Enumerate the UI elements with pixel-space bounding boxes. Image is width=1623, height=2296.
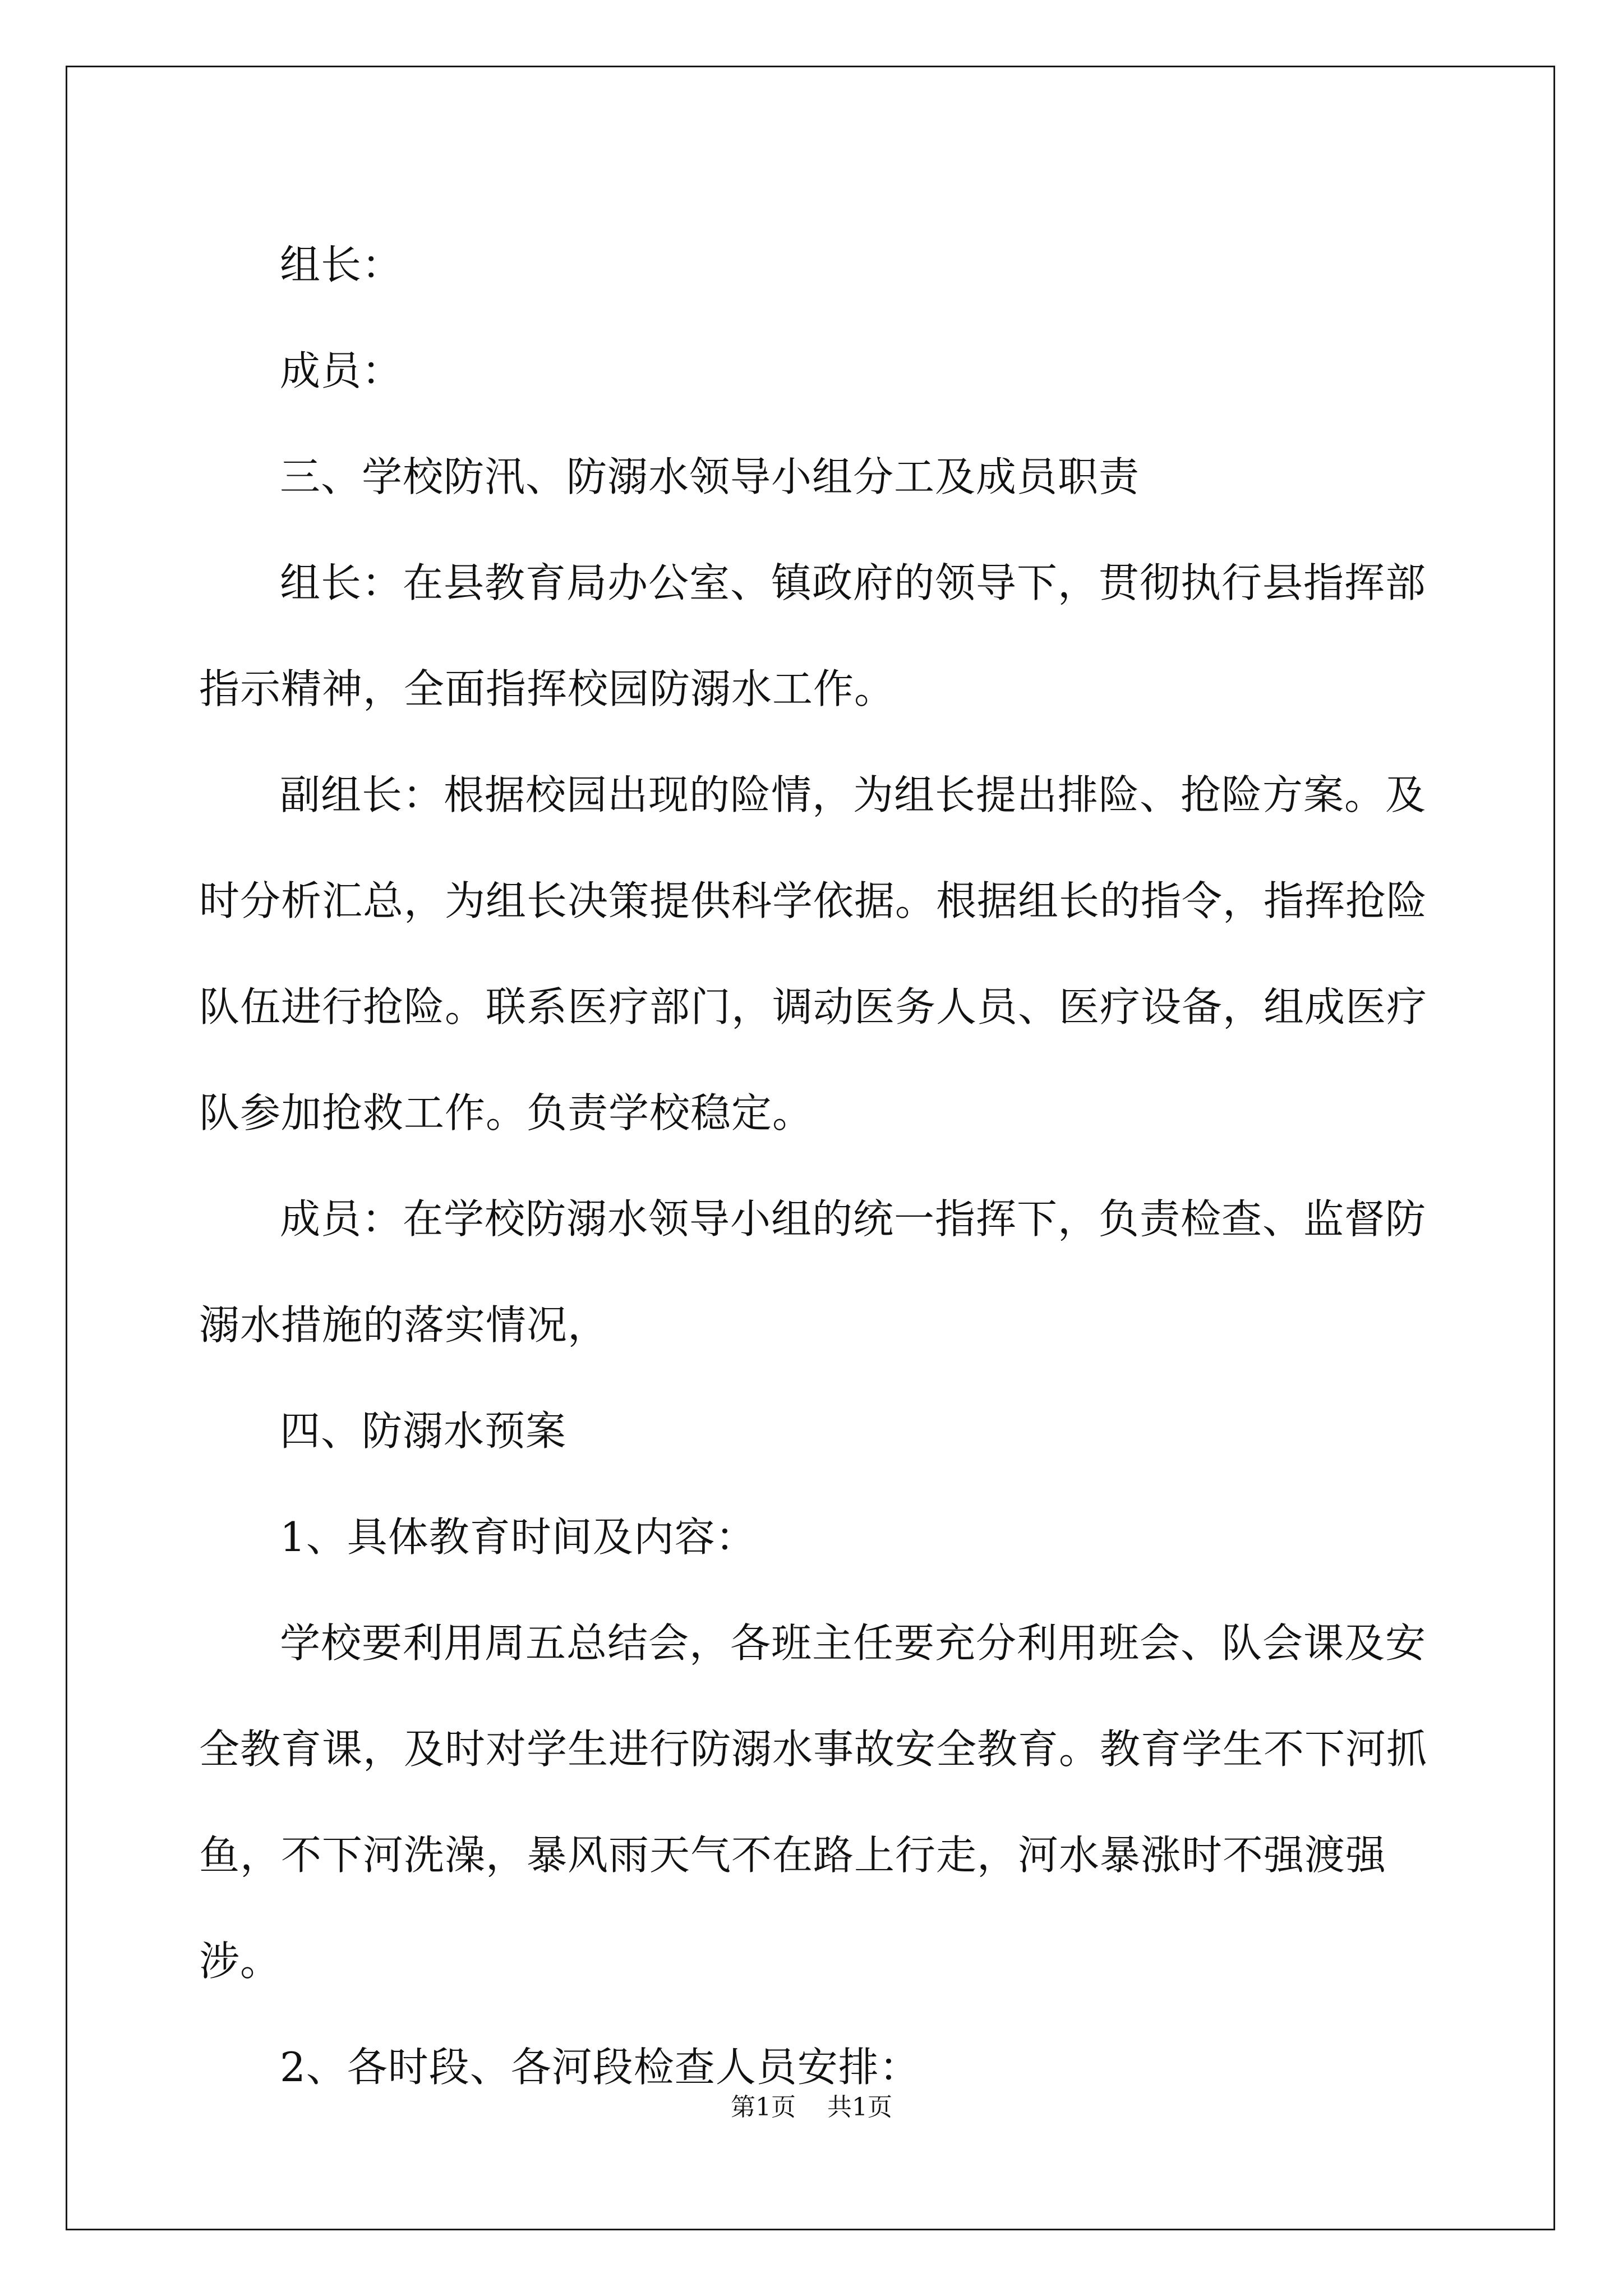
paragraph-education-content: 学校要利用周五总结会，各班主任要充分利用班会、队会课及安全教育课，及时对学生进行防溺水事故安全教育。教育学生不下河抓鱼，不下河洗澡，暴风雨天气不在路上行走，河水暴涨时不强渡强涉。 <box>199 1619 1428 1985</box>
page-total: 共1页 <box>827 2093 892 2122</box>
paragraph-members-duty: 成员：在学校防溺水领导小组的统一指挥下，负责检查、监督防溺水措施的落实情况， <box>199 1195 1427 1349</box>
page-footer <box>0 2087 1623 2123</box>
subsection-heading-2: 2、各时段、各河段检查人员安排： <box>280 2044 920 2091</box>
document-body <box>199 212 1427 2120</box>
section-heading-4: 四、防溺水预案 <box>280 1407 567 1455</box>
section-heading-3: 三、学校防汛、防溺水领导小组分工及成员职责 <box>280 453 1140 500</box>
paragraph-leader-duty: 组长：在县教育局办公室、镇政府的领导下，贯彻执行县指挥部指示精神，全面指挥校园防溺水工作。 <box>199 559 1427 712</box>
subsection-heading-1: 1、具体教育时间及内容： <box>280 1513 757 1561</box>
page-number: 第1页 <box>731 2093 796 2122</box>
paragraph-team-leader: 组长： <box>280 241 403 288</box>
paragraph-deputy-leader-duty: 副组长：根据校园出现的险情，为组长提出排险、抢险方案。及时分析汇总，为组长决策提供科学依据。根据组长的指令，指挥抢险队伍进行抢险。联系医疗部门，调动医务人员、医疗设备，组成医疗队参加抢救工作。负责学校稳定。 <box>199 771 1428 1137</box>
paragraph-members: 成员： <box>280 347 403 394</box>
